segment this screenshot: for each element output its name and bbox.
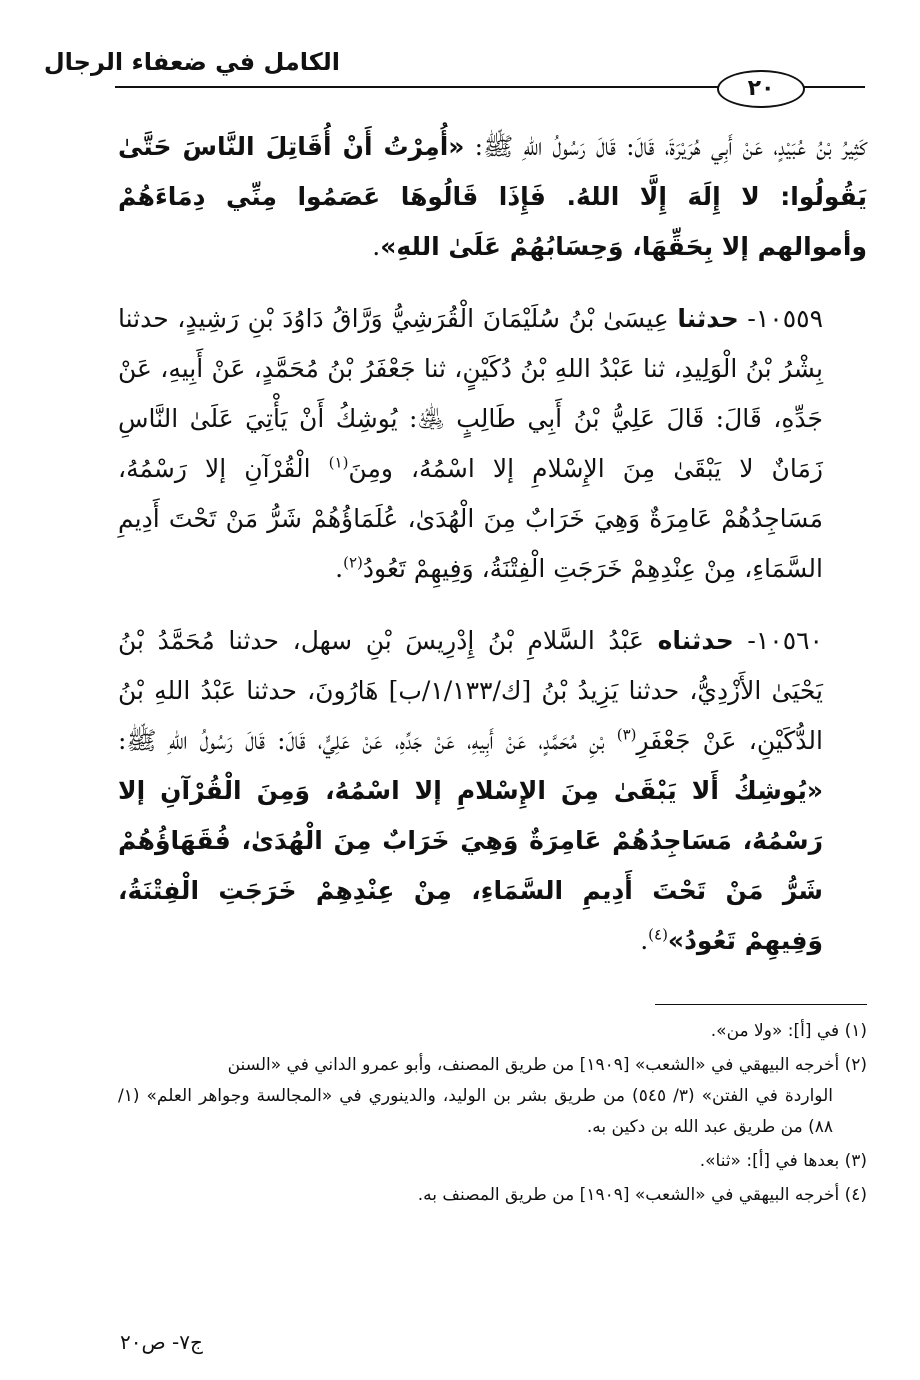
hadith-quote: «يُوشِكُ أَلا يَبْقَىٰ مِنَ الإِسْلامِ إلا اسْمُهُ، وَمِنَ الْقُرْآنِ إلا رَسْمُهُ، مَسَاجِدُهُمْ عَامِرَةٌ وَهِيَ خَرَابٌ مِنَ الْهُدَىٰ، فُقَهَاؤُهُمْ شَرُّ مَنْ تَحْتَ أَدِيمِ السَّمَاءِ، مِنْ عِنْدِهِمْ خَرَجَتِ الْفِتْنَةُ، وَفِيهِمْ تَعُودُ» [118, 776, 823, 955]
text-run: . [640, 926, 649, 955]
narration-keyword: حدثنا [677, 304, 739, 333]
text-run: عِيسَىٰ بْنُ سُلَيْمَانَ الْقُرَشِيُّ وَرَّاقُ دَاوُدَ بْنِ رَشِيدٍ، حدثنا بِشْرُ بْنُ الْوَلِيدِ، ثنا عَبْدُ اللهِ بْنُ دُكَيْنٍ، ثنا جَعْفَرُ بْنُ مُحَمَّدٍ، عَنْ أَبِيهِ، عَنْ جَدِّهِ، قَالَ: قَالَ عَلِيُّ بْنُ أَبِي طَالِبٍ ﵁: يُوشِكُ أَنْ يَأْتِيَ عَلَىٰ النَّاسِ زَمَانٌ لا يَبْقَىٰ مِنَ الإِسْلامِ إلا اسْمُهُ، ومِنَ [118, 304, 823, 483]
text-run: عَبْدُ السَّلامِ بْنُ إِدْرِيسَ بْنِ سهل، حدثنا مُحَمَّدُ بْنُ يَحْيَىٰ الأَزْدِيُّ، حدثنا يَزِيدُ بْنُ [ك/١/١٣٣/ب] هَارُونَ، حدثنا عَبْدُ اللهِ بْنُ الدُّكَيْنِ، عَنْ جَعْفَرِ [118, 626, 823, 755]
paragraph-10560 [118, 616, 867, 966]
footnote-number: (٤) [844, 1185, 867, 1205]
footnote-4 [118, 1180, 867, 1211]
hadith-number: ١٠٥٦٠- [733, 626, 823, 655]
running-title: الكامل في ضعفاء الرجال [43, 48, 340, 76]
text-run: . [372, 232, 381, 261]
footnote-number: (٢) [844, 1055, 867, 1075]
hadith-quote: «أُمِرْتُ أَنْ أُقَاتِلَ النَّاسَ حَتَّىٰ يَقُولُوا: لا إِلَهَ إِلَّا اللهُ. فَإِذَا قَالُوهَا عَصَمُوا مِنِّي دِمَاءَهُمْ وأموالهم إلا بِحَقِّهَا، وَحِسَابُهُمْ عَلَىٰ اللهِ» [118, 132, 867, 261]
footnote-marker[interactable]: (١) [328, 453, 349, 472]
text-run: كَثِيرُ بْنُ عُبَيْدٍ، عَنْ أَبِي هُرَيْرَةَ، قَالَ: قَالَ رَسُولُ اللهِ ﷺ: [464, 132, 868, 161]
footnote-marker[interactable]: (٤) [648, 925, 668, 944]
footnote-text-continued: الواردة في الفتن» (٣/ ٥٤٥) من طريق بشر بن الوليد، والدينوري في «المجالسة وجواهر العلم» (١/ ٨٨) من طريق عبد الله بن دكين به. [118, 1086, 833, 1137]
text-run: . [335, 554, 344, 583]
text-run: الْقُرْآنِ إلا رَسْمُهُ، مَسَاجِدُهُمْ عَامِرَةٌ وَهِيَ خَرَابٌ مِنَ الْهُدَىٰ، عُلَمَاؤُهُمْ شَرُّ مَنْ تَحْتَ أَدِيمِ السَّمَاءِ، مِنْ عِنْدِهِمْ خَرَجَتِ الْفِتْنَةُ، وَفِيهِمْ تَعُودُ [118, 454, 823, 583]
footnote-marker[interactable]: (٣) [616, 725, 637, 744]
footnote-3 [118, 1146, 867, 1177]
footnote-number: (٣) [844, 1151, 867, 1171]
footnote-text: أخرجه البيهقي في «الشعب» [١٩٠٩] من طريق المصنف، وأبو عمرو الداني في «السنن [227, 1055, 845, 1075]
page-number: ٢٠ [717, 70, 805, 108]
main-text [118, 122, 867, 966]
footnote-text: في [أ]: «ولا من». [710, 1021, 845, 1041]
footnote-number: (١) [844, 1021, 867, 1041]
hadith-number: ١٠٥٥٩- [738, 304, 823, 333]
footnote-marker[interactable]: (٢) [343, 553, 363, 572]
volume-page-reference: ج٧- ص٢٠ [120, 1330, 203, 1354]
footnote-text: أخرجه البيهقي في «الشعب» [١٩٠٩] من طريق المصنف به. [417, 1185, 845, 1205]
text-run: بْنِ مُحَمَّدٍ، عَنْ أَبِيهِ، عَنْ جَدِّهِ، عَنْ عَلِيٍّ، قَالَ: قَالَ رَسُولُ اللهِ ﷺ: [118, 726, 617, 755]
footnote-2 [118, 1050, 867, 1143]
paragraph-hadith-1 [118, 122, 867, 272]
narration-keyword: حدثناه [657, 626, 734, 655]
footnote-text: بعدها في [أ]: «ثنا». [699, 1151, 845, 1171]
footnotes [118, 1016, 867, 1214]
paragraph-10559 [118, 294, 867, 594]
footnote-1 [118, 1016, 867, 1047]
footnote-rule [655, 1004, 867, 1005]
